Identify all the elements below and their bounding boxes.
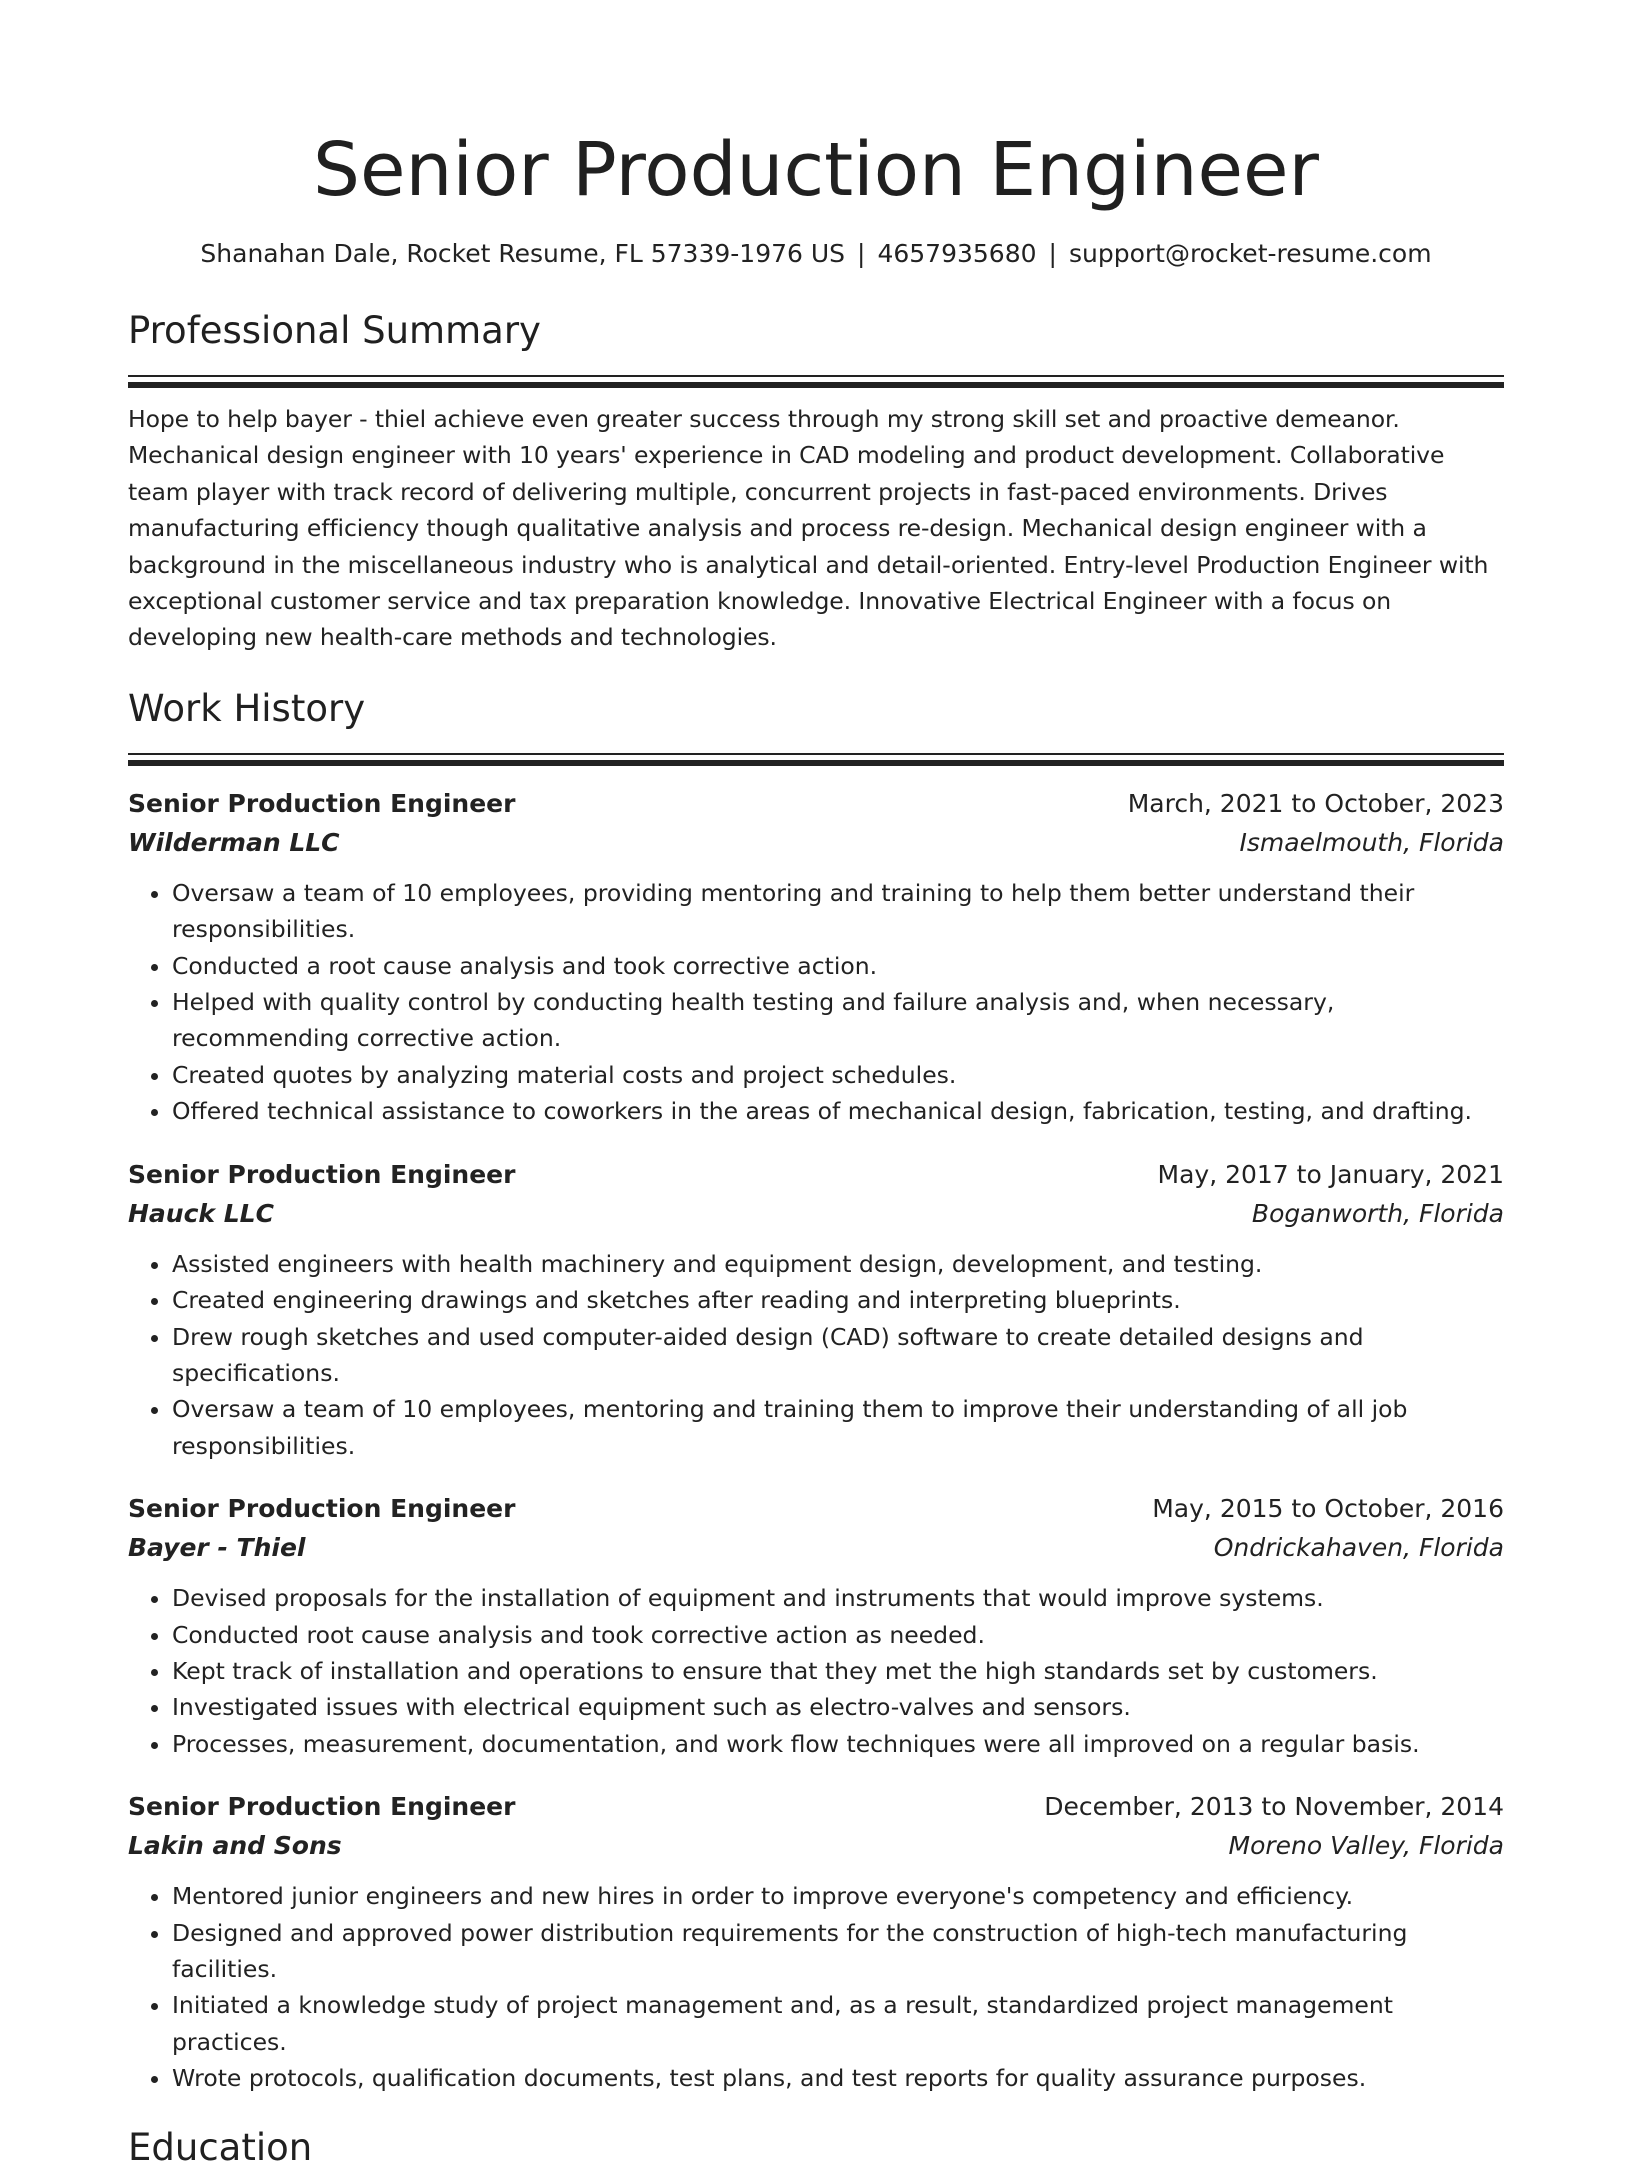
job-bullet: • Created engineering drawings and sketches after reading and interpreting blueprints. <box>172 1282 1504 1318</box>
job-bullets <box>128 1246 1504 1464</box>
job-entry <box>128 1156 1504 1464</box>
job-location: Boganworth, Florida <box>1251 1198 1504 1228</box>
section-heading-education: Education <box>128 2125 313 2169</box>
resume-page <box>128 0 1504 2173</box>
job-bullet: • Conducted a root cause analysis and took corrective action. <box>172 948 1504 984</box>
section-heading-summary: Professional Summary <box>128 309 541 352</box>
job-bullet: • Created quotes by analyzing material costs and project schedules. <box>172 1057 1504 1093</box>
job-bullets <box>128 1580 1504 1762</box>
job-bullet: • Drew rough sketches and used computer-aided design (CAD) software to create detailed designs and specifications. <box>172 1319 1504 1392</box>
section-heading-work-history: Work History <box>128 686 366 730</box>
job-company: Wilderman LLC <box>128 827 340 857</box>
job-bullet: • Kept track of installation and operations to ensure that they met the high standards set by customers. <box>172 1653 1504 1689</box>
job-bullet: • Investigated issues with electrical equipment such as electro-valves and sensors. <box>172 1689 1504 1725</box>
job-bullet: • Helped with quality control by conducting health testing and failure analysis and, when necessary, recommending corrective action. <box>172 984 1504 1057</box>
contact-separator: | <box>1048 239 1057 268</box>
job-bullet: • Oversaw a team of 10 employees, providing mentoring and training to help them better understand their responsibilities. <box>172 875 1504 948</box>
contact-phone: 4657935680 <box>877 239 1037 268</box>
job-entry <box>128 1788 1504 2096</box>
job-bullets <box>128 875 1504 1130</box>
job-dates: May, 2017 to January, 2021 <box>1157 1159 1504 1189</box>
job-title: Senior Production Engineer <box>128 1494 516 1524</box>
job-dates: December, 2013 to November, 2014 <box>1044 1792 1504 1822</box>
job-entry <box>128 785 1504 1130</box>
section-divider <box>128 375 1504 389</box>
job-bullet: • Designed and approved power distribution requirements for the construction of high-tech manufacturing facilities. <box>172 1915 1504 1988</box>
job-dates: March, 2021 to October, 2023 <box>1127 788 1504 818</box>
job-entry <box>128 1490 1504 1762</box>
contact-address: Shanahan Dale, Rocket Resume, FL 57339-1976 US <box>200 239 846 268</box>
job-bullet: • Oversaw a team of 10 employees, mentoring and training them to improve their understanding of all job responsibilities. <box>172 1391 1504 1464</box>
job-bullet: • Wrote protocols, qualification documents, test plans, and test reports for quality assurance purposes. <box>172 2060 1504 2096</box>
job-title: Senior Production Engineer <box>128 788 516 818</box>
contact-email: support@rocket-resume.com <box>1068 239 1432 268</box>
work-history-section <box>128 684 1504 2097</box>
professional-summary-section <box>128 306 1504 656</box>
education-section <box>128 2123 1504 2173</box>
job-title: Senior Production Engineer <box>128 1159 516 1189</box>
contact-separator: | <box>857 239 866 268</box>
page-title: Senior Production Engineer <box>313 127 1319 213</box>
job-bullet: • Assisted engineers with health machinery and equipment design, development, and testing. <box>172 1246 1504 1282</box>
job-bullet: • Processes, measurement, documentation, and work flow techniques were all improved on a regular basis. <box>172 1726 1504 1762</box>
section-divider <box>128 753 1504 767</box>
job-company: Bayer - Thiel <box>128 1533 306 1563</box>
job-bullets <box>128 1878 1504 2096</box>
job-bullet: • Offered technical assistance to coworkers in the areas of mechanical design, fabrication, testing, and drafting. <box>172 1093 1504 1129</box>
job-bullet: • Devised proposals for the installation of equipment and instruments that would improve systems. <box>172 1580 1504 1616</box>
job-company: Lakin and Sons <box>128 1831 342 1861</box>
job-location: Ismaelmouth, Florida <box>1239 827 1504 857</box>
job-bullet: • Mentored junior engineers and new hires in order to improve everyone's competency and efficiency. <box>172 1878 1504 1914</box>
job-bullet: • Conducted root cause analysis and took corrective action as needed. <box>172 1617 1504 1653</box>
job-title: Senior Production Engineer <box>128 1792 516 1822</box>
job-dates: May, 2015 to October, 2016 <box>1152 1494 1504 1524</box>
job-bullet: • Initiated a knowledge study of project management and, as a result, standardized project management practices. <box>172 1987 1504 2060</box>
summary-text: Hope to help bayer - thiel achieve even greater success through my strong skill set and proactive demeanor. Mechanical design engineer with 10 years' experience in CAD modeling and product development. Collaborative team player with track record of delivering multiple, concurrent projects in fast-paced environments. Drives manufacturing efficiency though qualitative analysis and process re-design. Mechanical design engineer with a background in the miscellaneous industry who is analytical and detail-oriented. Entry-level Production Engineer with exceptional customer service and tax preparation knowledge. Innovative Electrical Engineer with a focus on developing new health-care methods and technologies. <box>128 405 1489 652</box>
contact-line <box>128 236 1504 272</box>
job-location: Ondrickahaven, Florida <box>1213 1533 1504 1563</box>
job-location: Moreno Valley, Florida <box>1228 1831 1504 1861</box>
job-company: Hauck LLC <box>128 1198 274 1228</box>
